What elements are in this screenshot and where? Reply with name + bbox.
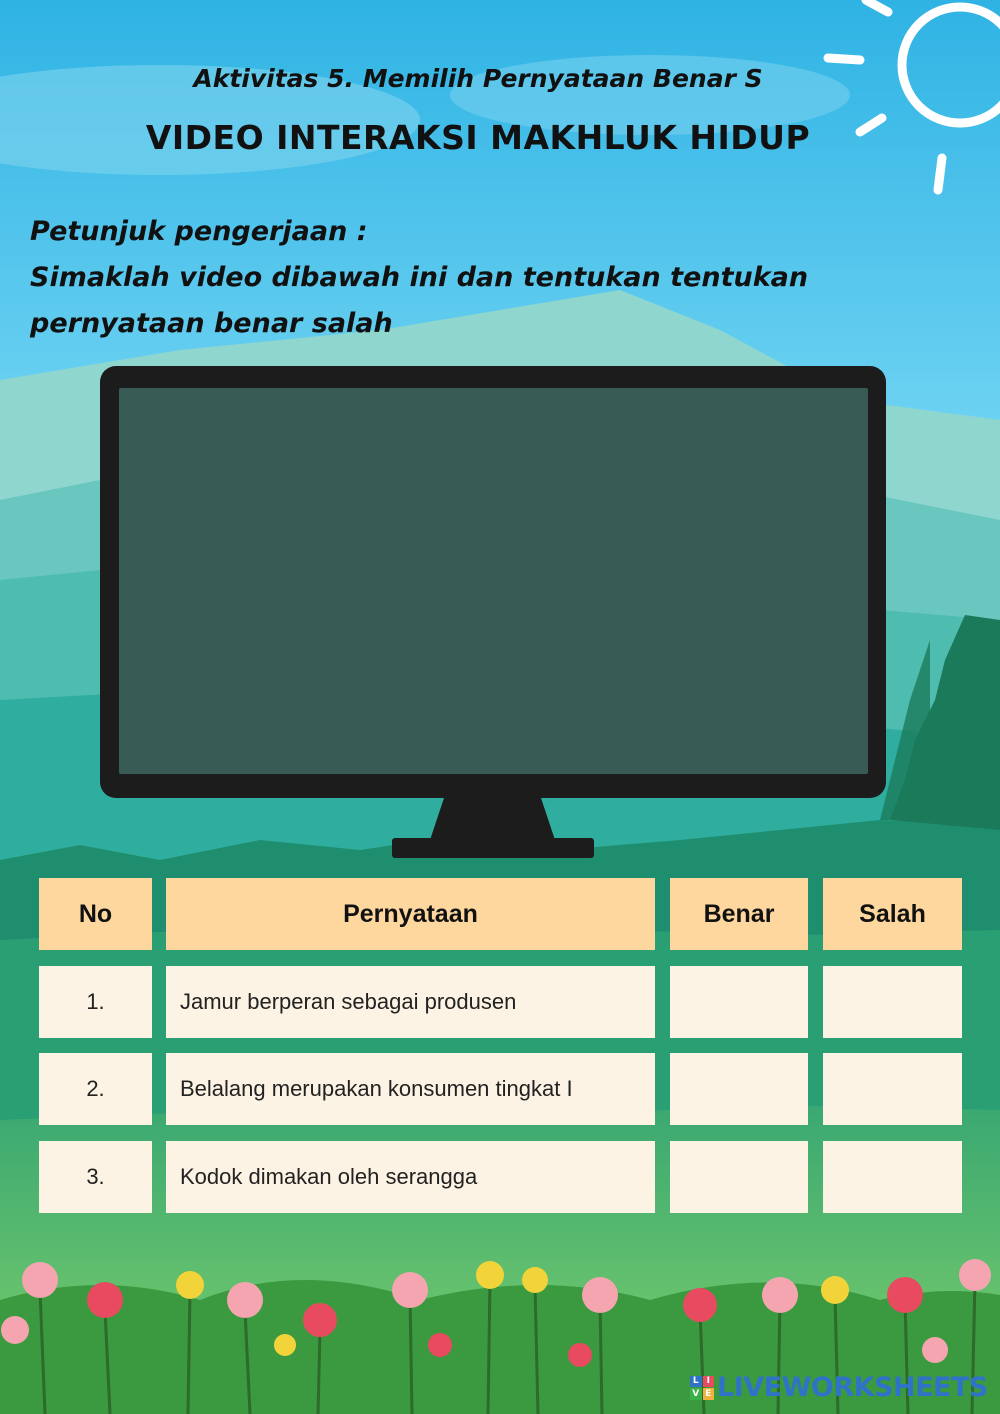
page-title: VIDEO INTERAKSI MAKHLUK HIDUP — [145, 118, 811, 157]
answer-false-box[interactable] — [823, 966, 962, 1038]
answer-true-box[interactable] — [670, 1053, 808, 1125]
logo-text: LIVEWORKSHEETS — [717, 1372, 988, 1403]
statement-text: Kodok dimakan oleh serangga — [166, 1141, 655, 1213]
answer-false-box[interactable] — [823, 1141, 962, 1213]
instruction-line: pernyataan benar salah — [30, 308, 393, 339]
activity-subtitle: Aktivitas 5. Memilih Pernyataan Benar S — [193, 64, 763, 93]
row-number: 1. — [39, 966, 152, 1038]
answer-true-box[interactable] — [670, 1141, 808, 1213]
video-player-area[interactable] — [119, 388, 868, 774]
column-header-false: Salah — [823, 878, 962, 950]
instruction-line: Simaklah video dibawah ini dan tentukan tentukan — [30, 262, 809, 293]
column-header-no: No — [39, 878, 152, 950]
answer-false-box[interactable] — [823, 1053, 962, 1125]
logo-icon: L I V E — [690, 1376, 714, 1400]
monitor-icon — [100, 366, 886, 798]
statement-text: Jamur berperan sebagai produsen — [166, 966, 655, 1038]
row-number: 3. — [39, 1141, 152, 1213]
row-number: 2. — [39, 1053, 152, 1125]
monitor-stand — [390, 795, 596, 861]
column-header-true: Benar — [670, 878, 808, 950]
statement-text: Belalang merupakan konsumen tingkat I — [166, 1053, 655, 1125]
column-header-statement: Pernyataan — [166, 878, 655, 950]
instruction-heading: Petunjuk pengerjaan : — [30, 216, 368, 247]
liveworksheets-logo[interactable] — [690, 1372, 988, 1403]
answer-true-box[interactable] — [670, 966, 808, 1038]
